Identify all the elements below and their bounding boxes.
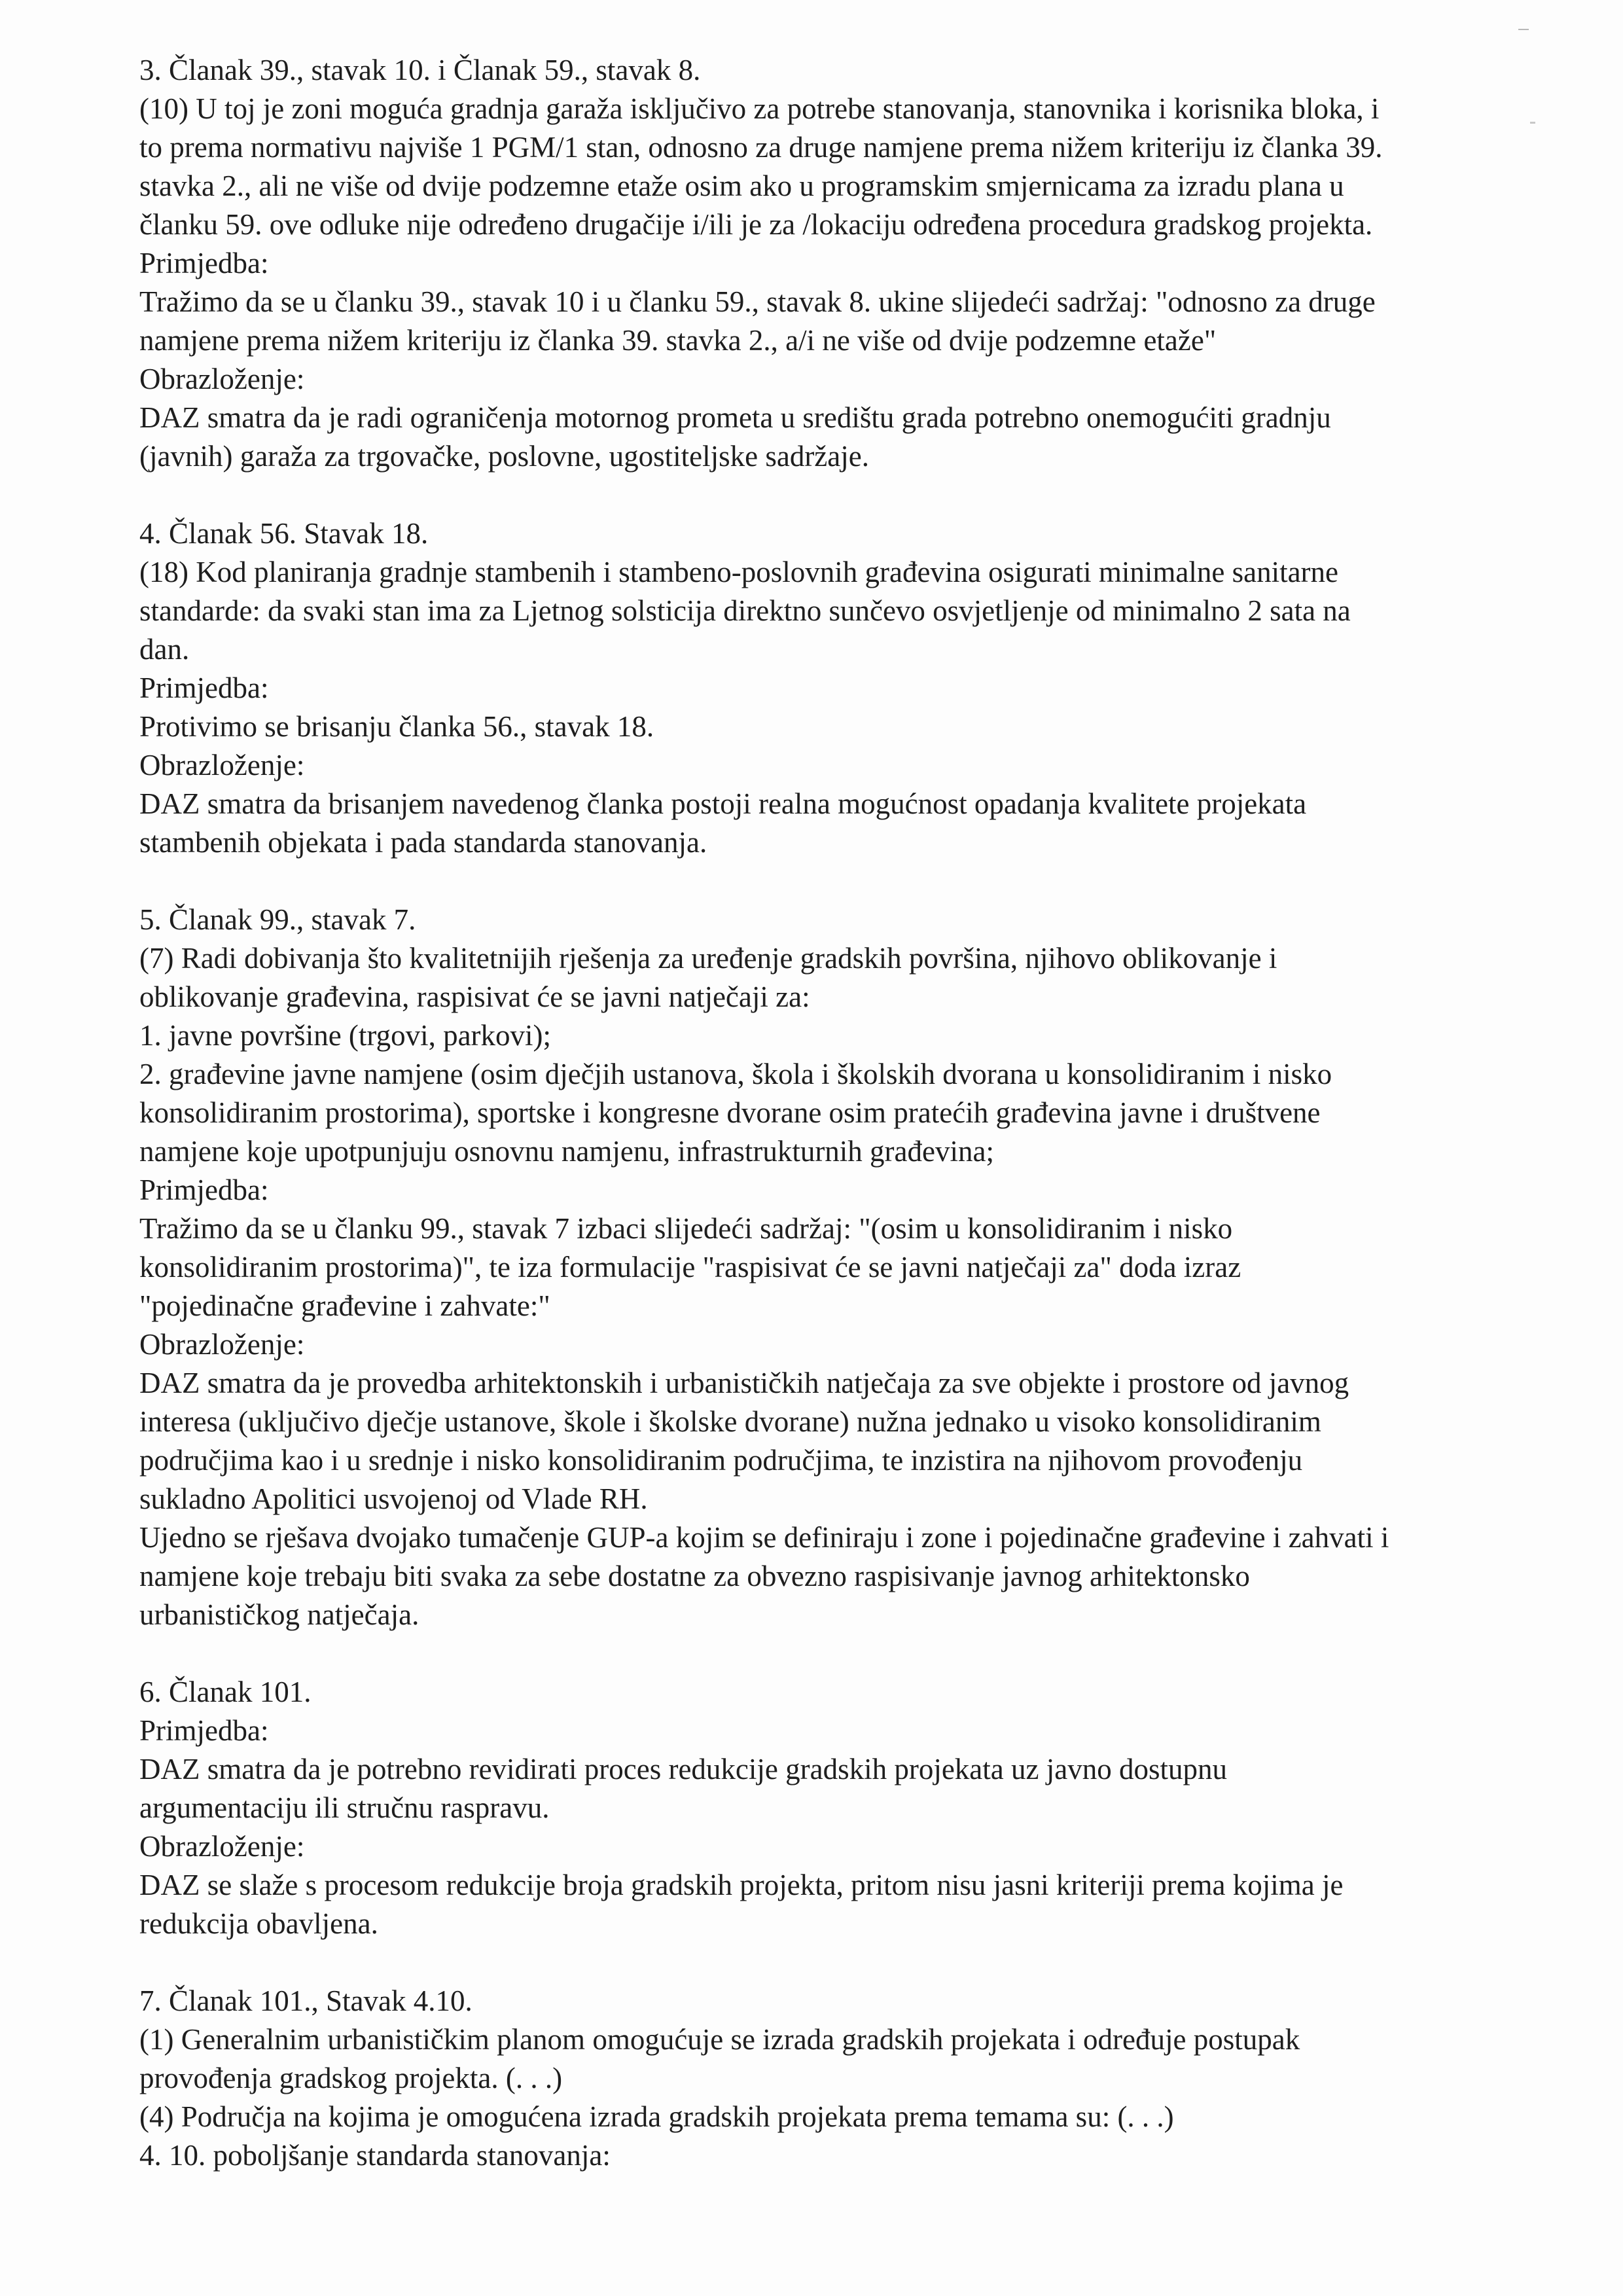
text-line: argumentaciju ili stručnu raspravu. <box>139 1791 550 1824</box>
text-line: Obrazloženje: <box>139 1328 305 1361</box>
section-heading-line: 3. Članak 39., stavak 10. i Članak 59., stavak 8. <box>139 54 701 86</box>
text-line: stavka 2., ali ne više od dvije podzemne etaže osim ako u programskim smjernicama za izradu plana u <box>139 170 1344 202</box>
text-line: Primjedba: <box>139 247 269 279</box>
text-line: Obrazloženje: <box>139 749 305 781</box>
text-line: standarde: da svaki stan ima za Ljetnog solsticija direktno sunčevo osvjetljenje od minimalno 2 sata na <box>139 594 1351 627</box>
text-line: redukcija obavljena. <box>139 1907 378 1940</box>
text-line: konsolidiranim prostorima)", te iza formulacije "raspisivat će se javni natječaji za" doda izraz <box>139 1251 1241 1283</box>
comment-section <box>139 1982 1533 2175</box>
text-line: konsolidiranim prostorima), sportske i kongresne dvorane osim pratećih građevina javne i društvene <box>139 1096 1321 1129</box>
text-line: (7) Radi dobivanja što kvalitetnijih rješenja za uređenje gradskih površina, njihovo oblikovanje i <box>139 942 1277 975</box>
text-line: to prema normativu najviše 1 PGM/1 stan, odnosno za druge namjene prema nižem kriteriju iz članka 39. <box>139 131 1383 164</box>
text-line: Protivimo se brisanju članka 56., stavak 18. <box>139 710 654 743</box>
comment-section <box>139 51 1533 476</box>
text-line: urbanističkog natječaja. <box>139 1598 419 1631</box>
text-line: dan. <box>139 633 190 666</box>
text-line: (1) Generalnim urbanističkim planom omogućuje se izrada gradskih projekata i određuje postupak <box>139 2023 1300 2056</box>
text-line: Obrazloženje: <box>139 363 305 395</box>
section-heading-line: 6. Članak 101. <box>139 1676 312 1708</box>
text-line: (18) Kod planiranja gradnje stambenih i stambeno-poslovnih građevina osigurati minimalne sanitarne <box>139 556 1339 588</box>
text-line: Primjedba: <box>139 1714 269 1747</box>
text-line: članku 59. ove odluke nije određeno drugačije i/ili je za /lokaciju određena procedura gradskog projekta. <box>139 208 1373 241</box>
comment-section <box>139 514 1533 862</box>
text-line: namjene koje upotpunjuju osnovnu namjenu, infrastrukturnih građevina; <box>139 1135 994 1168</box>
text-line: namjene prema nižem kriteriju iz članka 39. stavka 2., a/i ne više od dvije podzemne etaže" <box>139 324 1217 357</box>
text-line: stambenih objekata i pada standarda stanovanja. <box>139 826 707 859</box>
text-line: sukladno Apolitici usvojenoj od Vlade RH. <box>139 1482 648 1515</box>
text-line: Primjedba: <box>139 672 269 704</box>
text-line: DAZ se slaže s procesom redukcije broja gradskih projekta, pritom nisu jasni kriteriji prema kojima je <box>139 1869 1344 1901</box>
scan-edge-mark <box>1518 29 1529 30</box>
text-line: "pojedinačne građevine i zahvate:" <box>139 1289 550 1322</box>
text-line: DAZ smatra da je radi ograničenja motornog prometa u središtu grada potrebno onemogućiti gradnju <box>139 401 1331 434</box>
text-line: DAZ smatra da brisanjem navedenog članka postoji realna mogućnost opadanja kvalitete projekata <box>139 787 1307 820</box>
text-line: (4) Područja na kojima je omogućena izrada gradskih projekata prema temama su: (. . .) <box>139 2100 1174 2133</box>
text-line: 1. javne površine (trgovi, parkovi); <box>139 1019 552 1052</box>
text-line: namjene koje trebaju biti svaka za sebe dostatne za obvezno raspisivanje javnog arhitektonsko <box>139 1560 1250 1592</box>
document-body <box>139 51 1533 2175</box>
text-line: DAZ smatra da je potrebno revidirati proces redukcije gradskih projekata uz javno dostupnu <box>139 1753 1227 1785</box>
text-line: (javnih) garaža za trgovačke, poslovne, ugostiteljske sadržaje. <box>139 440 869 473</box>
text-line: Ujedno se rješava dvojako tumačenje GUP-a kojim se definiraju i zone i pojedinačne građevine i zahvati i <box>139 1521 1389 1554</box>
text-line: Tražimo da se u članku 39., stavak 10 i u članku 59., stavak 8. ukine slijedeći sadržaj: "odnosno za druge <box>139 285 1376 318</box>
comment-section <box>139 901 1533 1634</box>
section-heading-line: 7. Članak 101., Stavak 4.10. <box>139 1984 473 2017</box>
section-heading-line: 5. Članak 99., stavak 7. <box>139 903 416 936</box>
section-heading-line: 4. Članak 56. Stavak 18. <box>139 517 429 550</box>
text-line: Primjedba: <box>139 1174 269 1206</box>
comment-section <box>139 1673 1533 1943</box>
text-line: Obrazloženje: <box>139 1830 305 1863</box>
text-line: interesa (uključivo dječje ustanove, škole i školske dvorane) nužna jednako u visoko konsolidiranim <box>139 1405 1321 1438</box>
text-line: oblikovanje građevina, raspisivat će se javni natječaji za: <box>139 980 810 1013</box>
text-line: područjima kao i u srednje i nisko konsolidiranim područjima, te inzistira na njihovom provođenju <box>139 1444 1303 1477</box>
text-line: (10) U toj je zoni moguća gradnja garaža isključivo za potrebe stanovanja, stanovnika i korisnika bloka, i <box>139 92 1380 125</box>
text-line: DAZ smatra da je provedba arhitektonskih i urbanističkih natječaja za sve objekte i prostore od javnog <box>139 1367 1349 1399</box>
text-line: Tražimo da se u članku 99., stavak 7 izbaci slijedeći sadržaj: "(osim u konsolidiranim i nisko <box>139 1212 1233 1245</box>
text-line: 2. građevine javne namjene (osim dječjih ustanova, škola i školskih dvorana u konsolidiranim i nisko <box>139 1058 1332 1090</box>
text-line: 4. 10. poboljšanje standarda stanovanja: <box>139 2139 611 2172</box>
text-line: provođenja gradskog projekta. (. . .) <box>139 2062 563 2094</box>
